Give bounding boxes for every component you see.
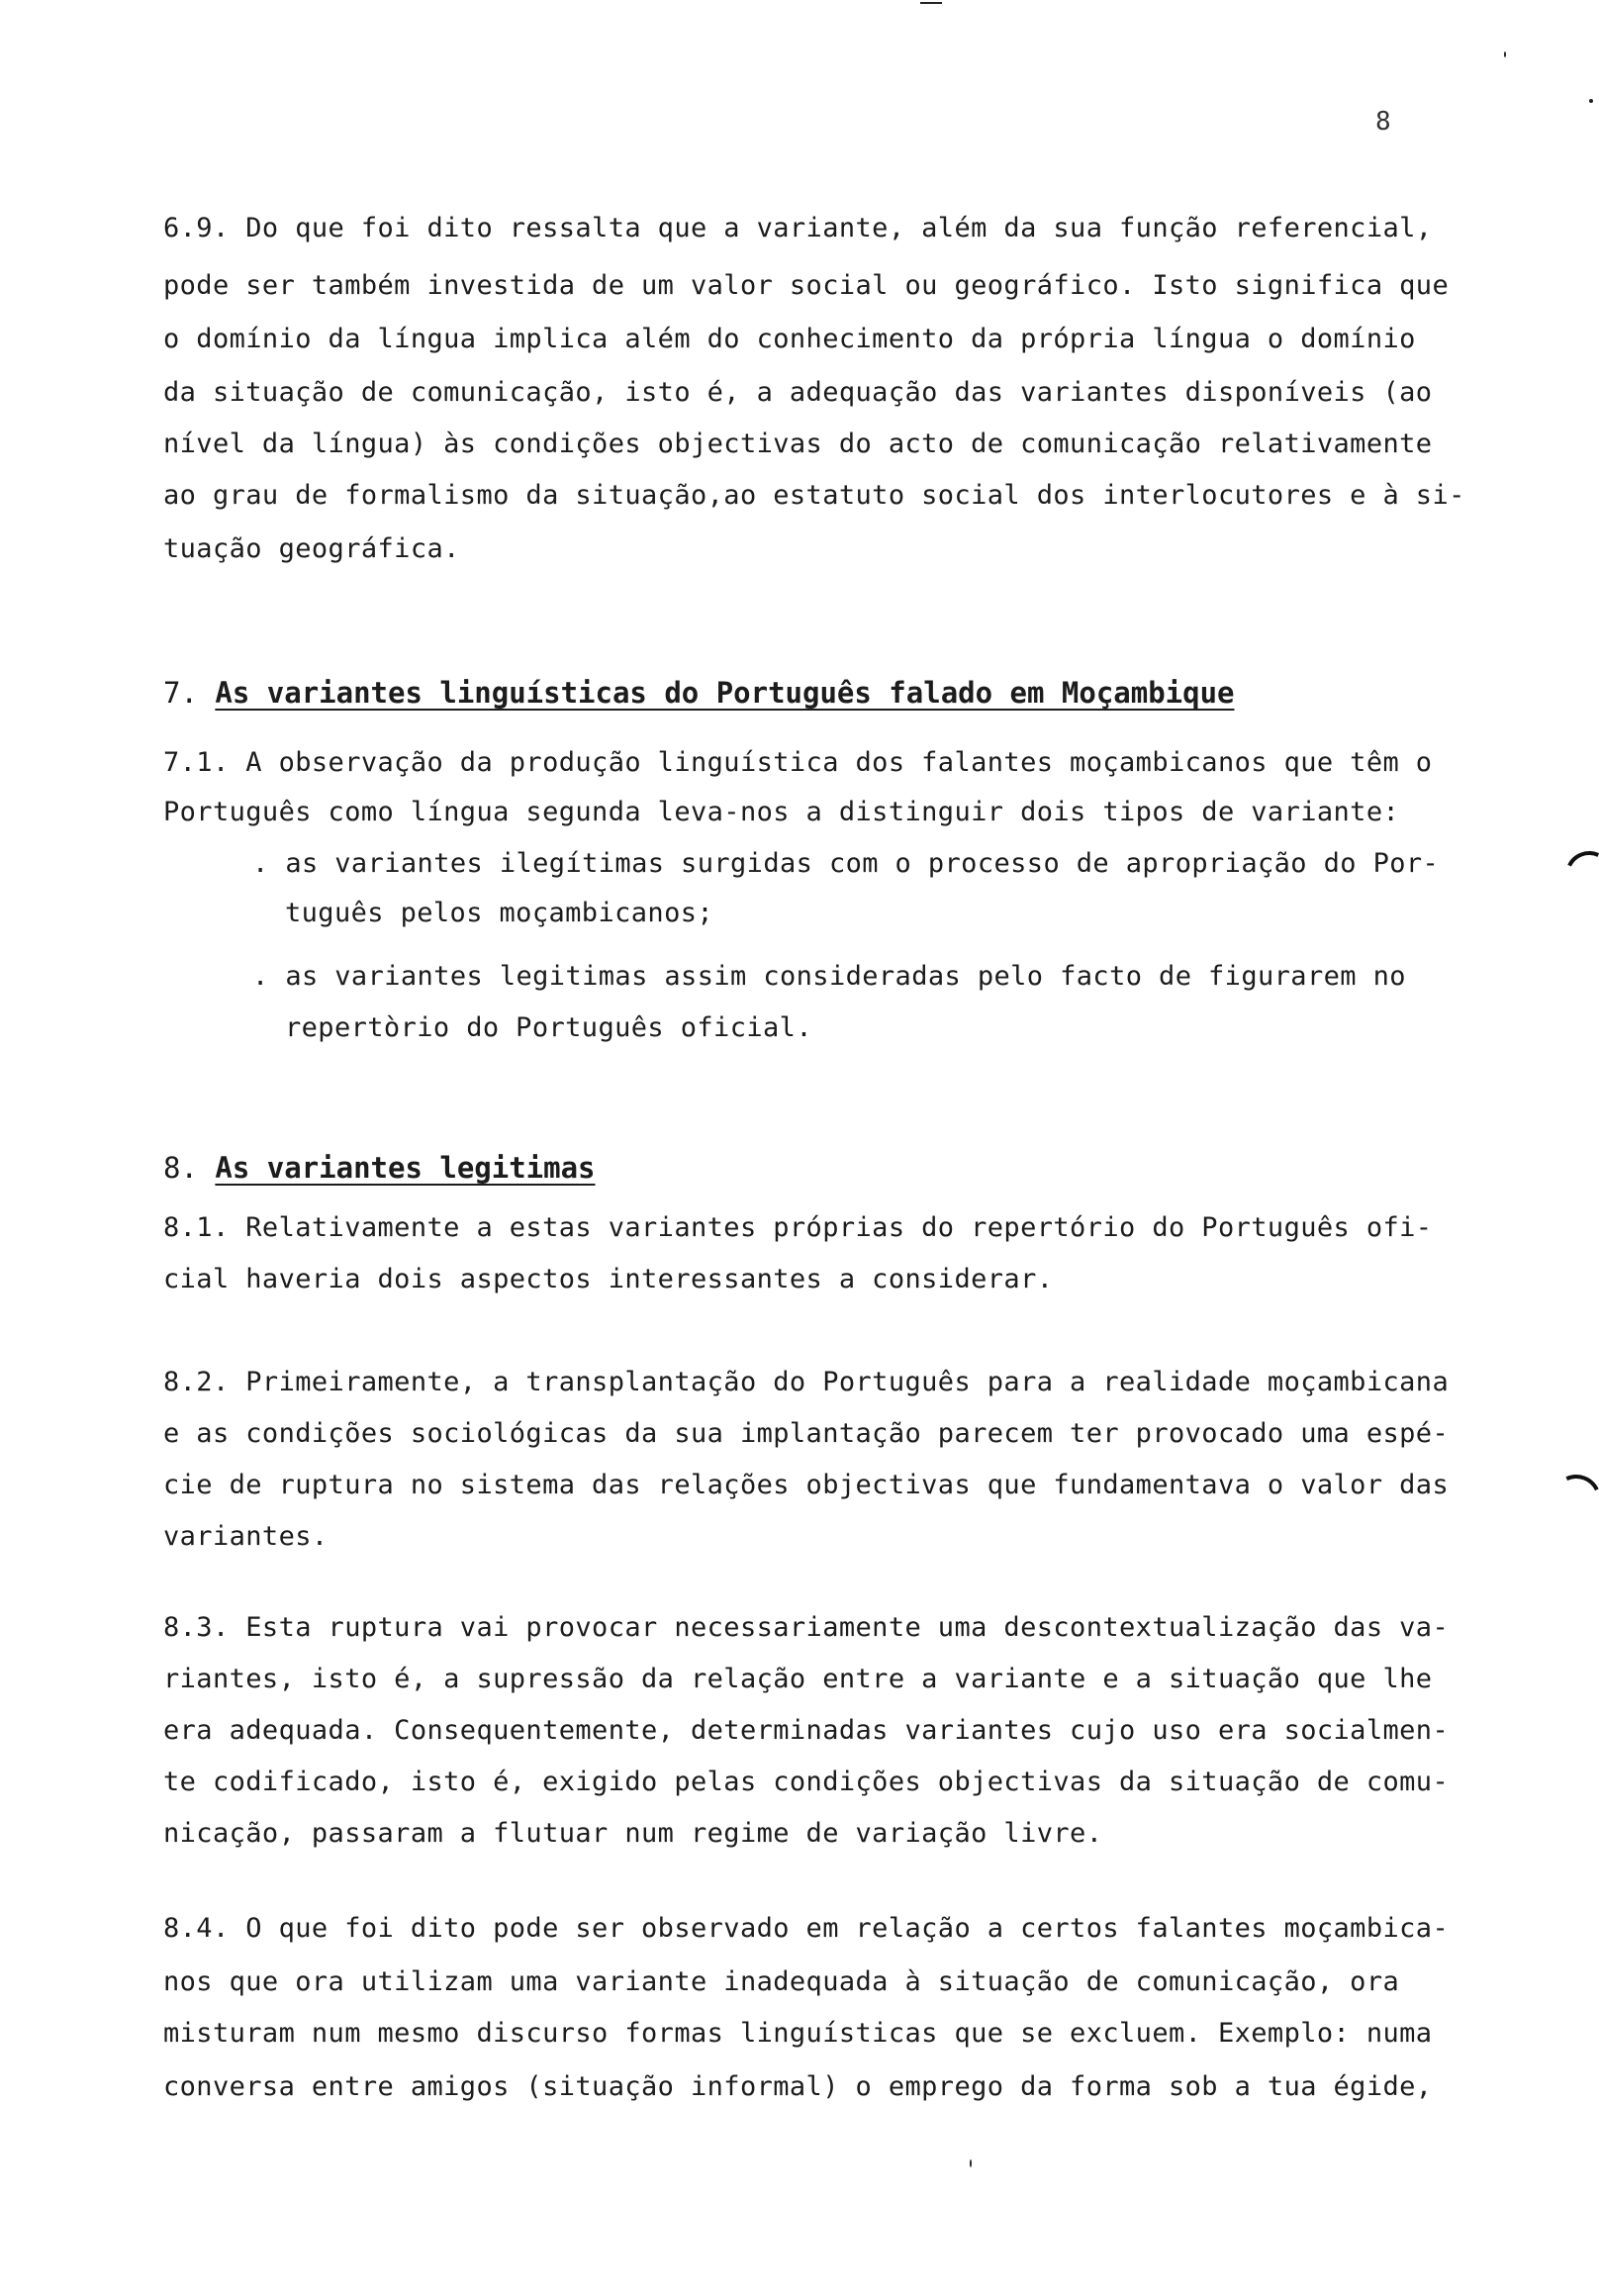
scan-speck bbox=[920, 2, 942, 4]
section-8-number: 8. bbox=[163, 1151, 198, 1185]
scan-speck bbox=[1589, 99, 1593, 103]
scan-speck bbox=[970, 2159, 972, 2167]
text-line: cial haveria dois aspectos interessantes a considerar. bbox=[163, 1264, 1054, 1294]
text-line: tuação geográfica. bbox=[163, 533, 460, 564]
text-line: 8.2. Primeiramente, a transplantação do Português para a realidade moçambicana bbox=[163, 1367, 1450, 1397]
section-8-heading bbox=[163, 1148, 596, 1188]
text-line: nicação, passaram a flutuar num regime de variação livre. bbox=[163, 1818, 1103, 1849]
text-line: ao grau de formalismo da situação,ao estatuto social dos interlocutores e à si- bbox=[163, 480, 1465, 511]
bullet-marker: . bbox=[252, 961, 269, 992]
list-item bbox=[252, 845, 1439, 883]
text-line: conversa entre amigos (situação informal) o emprego da forma sob a tua égide, bbox=[163, 2071, 1433, 2102]
section-8-title: As variantes legitimas bbox=[215, 1151, 596, 1185]
scan-speck bbox=[1504, 51, 1506, 57]
text-line: 8.3. Esta ruptura vai provocar necessariamente uma descontextualização das va- bbox=[163, 1612, 1450, 1643]
section-7-heading bbox=[163, 673, 1235, 713]
bullet-marker: . bbox=[252, 848, 269, 879]
text-line: 7.1. A observação da produção linguística dos falantes moçambicanos que têm o bbox=[163, 747, 1433, 778]
section-7-title: As variantes linguísticas do Português falado em Moçambique bbox=[215, 676, 1235, 710]
text-line: 8.4. O que foi dito pode ser observado em relação a certos falantes moçambica- bbox=[163, 1913, 1450, 1944]
text-line: era adequada. Consequentemente, determinadas variantes cujo uso era socialmen- bbox=[163, 1715, 1450, 1746]
text-line: misturam num mesmo discurso formas linguísticas que se excluem. Exemplo: numa bbox=[163, 2018, 1433, 2049]
text-line: nos que ora utilizam uma variante inadequada à situação de comunicação, ora bbox=[163, 1966, 1400, 1997]
page-number: 8 bbox=[1375, 107, 1391, 137]
list-item-continuation: repertòrio do Português oficial. bbox=[285, 1012, 812, 1043]
text-line: Português como língua segunda leva-nos a distinguir dois tipos de variante: bbox=[163, 797, 1400, 827]
text-line: riantes, isto é, a supressão da relação entre a variante e a situação que lhe bbox=[163, 1664, 1433, 1694]
text-line: pode ser também investida de um valor social ou geográfico. Isto significa que bbox=[163, 270, 1450, 301]
margin-mark bbox=[1545, 1468, 1599, 1531]
list-item-continuation: tuguês pelos moçambicanos; bbox=[285, 898, 714, 928]
list-item bbox=[252, 958, 1406, 996]
text-line: variantes. bbox=[163, 1521, 329, 1552]
bullet-text: as variantes legitimas assim consideradas pelo facto de figurarem no bbox=[285, 961, 1406, 992]
text-line: o domínio da língua implica além do conhecimento da própria língua o domínio bbox=[163, 324, 1416, 354]
bullet-text: as variantes ilegítimas surgidas com o processo de apropriação do Por- bbox=[285, 848, 1440, 879]
margin-mark bbox=[1558, 844, 1599, 906]
text-line: da situação de comunicação, isto é, a adequação das variantes disponíveis (ao bbox=[163, 377, 1433, 408]
text-line: 8.1. Relativamente a estas variantes próprias do repertório do Português ofi- bbox=[163, 1212, 1433, 1243]
text-line: cie de ruptura no sistema das relações objectivas que fundamentava o valor das bbox=[163, 1470, 1450, 1500]
text-line: e as condições sociológicas da sua implantação parecem ter provocado uma espé- bbox=[163, 1418, 1450, 1449]
text-line: nível da língua) às condições objectivas do acto de comunicação relativamente bbox=[163, 429, 1433, 459]
section-7-number: 7. bbox=[163, 676, 198, 710]
text-line: te codificado, isto é, exigido pelas condições objectivas da situação de comu- bbox=[163, 1767, 1450, 1797]
text-line: 6.9. Do que foi dito ressalta que a variante, além da sua função referencial, bbox=[163, 213, 1433, 243]
